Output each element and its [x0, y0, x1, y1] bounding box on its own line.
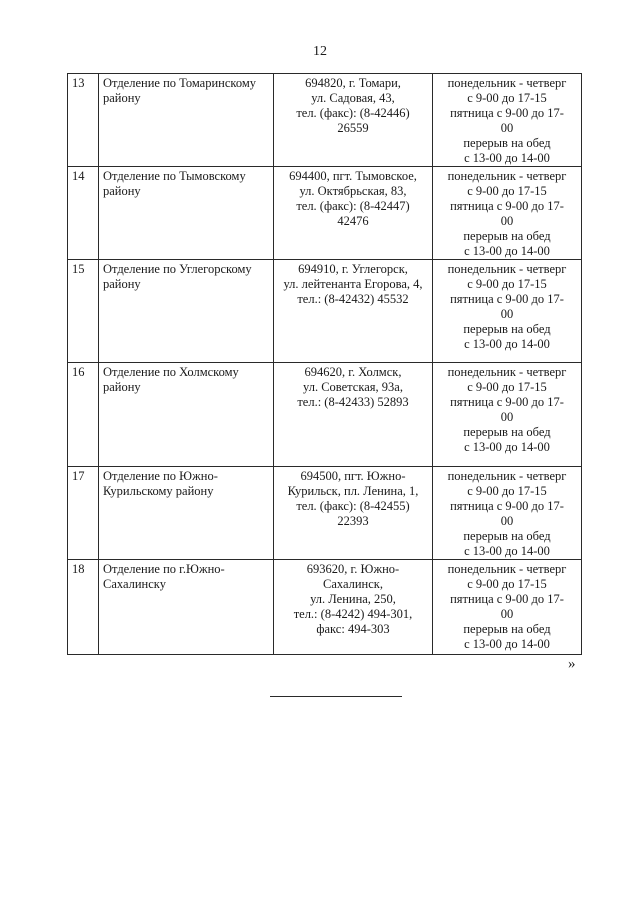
hours-line: пятница с 9-00 до 17- — [450, 499, 564, 513]
hours-line: перерыв на обед — [463, 622, 551, 636]
office-name: Отделение по Холмскому району — [99, 363, 274, 467]
address-line: тел. (факс): (8-42446) — [296, 106, 410, 120]
hours-line: с 9-00 до 17-15 — [467, 577, 547, 591]
address-line: ул. Октябрьская, 83, — [299, 184, 407, 198]
office-name: Отделение по Тымовскому району — [99, 167, 274, 260]
address-line: 26559 — [337, 121, 369, 135]
address-line: 693620, г. Южно- — [306, 562, 400, 576]
hours-line: с 13-00 до 14-00 — [464, 440, 550, 454]
hours-line: с 13-00 до 14-00 — [464, 244, 550, 258]
hours-line: 00 — [500, 514, 514, 528]
table-row — [68, 467, 582, 560]
hours-line: с 13-00 до 14-00 — [464, 337, 550, 351]
address-line: ул. Ленина, 250, — [310, 592, 396, 606]
hours-line: 00 — [500, 214, 514, 228]
hours-line: понедельник - четверг — [447, 76, 567, 90]
hours-line: перерыв на обед — [463, 529, 551, 543]
office-address — [274, 167, 433, 260]
hours-line: с 9-00 до 17-15 — [467, 184, 547, 198]
office-hours — [433, 74, 582, 167]
office-address — [274, 74, 433, 167]
address-line: 22393 — [337, 514, 369, 528]
hours-line: с 13-00 до 14-00 — [464, 151, 550, 165]
table-row — [68, 74, 582, 167]
hours-line: с 9-00 до 17-15 — [467, 277, 547, 291]
signature-line — [270, 696, 402, 697]
hours-line: 00 — [500, 121, 514, 135]
office-address — [274, 363, 433, 467]
hours-line: пятница с 9-00 до 17- — [450, 106, 564, 120]
office-name: Отделение по Томаринскому району — [99, 74, 274, 167]
address-line: тел. (факс): (8-42455) — [296, 499, 410, 513]
hours-line: 00 — [500, 410, 514, 424]
address-line: ул. Советская, 93а, — [303, 380, 403, 394]
table-row — [68, 363, 582, 467]
page-number: 12 — [313, 44, 327, 59]
address-line: 694400, пгт. Тымовское, — [289, 169, 417, 183]
hours-line: с 9-00 до 17-15 — [467, 91, 547, 105]
address-line: Сахалинск, — [323, 577, 383, 591]
hours-line: 00 — [500, 607, 514, 621]
office-address — [274, 560, 433, 655]
address-line: 694910, г. Углегорск, — [298, 262, 408, 276]
hours-line: 00 — [500, 307, 514, 321]
office-hours — [433, 260, 582, 363]
office-hours — [433, 167, 582, 260]
address-line: 694820, г. Томари, — [305, 76, 401, 90]
hours-line: перерыв на обед — [463, 425, 551, 439]
closing-quote-mark: » — [568, 656, 576, 672]
hours-line: с 13-00 до 14-00 — [464, 544, 550, 558]
hours-line: пятница с 9-00 до 17- — [450, 592, 564, 606]
address-line: тел.: (8-42432) 45532 — [297, 292, 409, 306]
address-line: ул. Садовая, 43, — [311, 91, 395, 105]
office-hours — [433, 467, 582, 560]
office-hours — [433, 560, 582, 655]
office-name: Отделение по Углегорскому району — [99, 260, 274, 363]
table-row — [68, 560, 582, 655]
office-address — [274, 467, 433, 560]
hours-line: понедельник - четверг — [447, 169, 567, 183]
hours-line: с 13-00 до 14-00 — [464, 637, 550, 651]
address-line: 694500, пгт. Южно- — [300, 469, 406, 483]
hours-line: пятница с 9-00 до 17- — [450, 292, 564, 306]
table-row — [68, 260, 582, 363]
offices-table — [67, 73, 582, 655]
office-hours — [433, 363, 582, 467]
address-line: ул. лейтенанта Егорова, 4, — [283, 277, 423, 291]
hours-line: перерыв на обед — [463, 136, 551, 150]
address-line: Курильск, пл. Ленина, 1, — [287, 484, 419, 498]
hours-line: перерыв на обед — [463, 322, 551, 336]
row-number: 13 — [68, 74, 99, 167]
hours-line: понедельник - четверг — [447, 562, 567, 576]
hours-line: понедельник - четверг — [447, 262, 567, 276]
row-number: 17 — [68, 467, 99, 560]
hours-line: понедельник - четверг — [447, 469, 567, 483]
row-number: 15 — [68, 260, 99, 363]
office-address — [274, 260, 433, 363]
row-number: 16 — [68, 363, 99, 467]
table-row — [68, 167, 582, 260]
address-line: факс: 494-303 — [316, 622, 390, 636]
address-line: 694620, г. Холмск, — [304, 365, 402, 379]
row-number: 18 — [68, 560, 99, 655]
hours-line: пятница с 9-00 до 17- — [450, 199, 564, 213]
hours-line: пятница с 9-00 до 17- — [450, 395, 564, 409]
hours-line: понедельник - четверг — [447, 365, 567, 379]
hours-line: с 9-00 до 17-15 — [467, 380, 547, 394]
office-name: Отделение по г.Южно-Сахалинску — [99, 560, 274, 655]
address-line: 42476 — [337, 214, 369, 228]
row-number: 14 — [68, 167, 99, 260]
address-line: тел.: (8-4242) 494-301, — [293, 607, 413, 621]
hours-line: с 9-00 до 17-15 — [467, 484, 547, 498]
address-line: тел.: (8-42433) 52893 — [297, 395, 409, 409]
hours-line: перерыв на обед — [463, 229, 551, 243]
address-line: тел. (факс): (8-42447) — [296, 199, 410, 213]
office-name: Отделение по Южно-Курильскому району — [99, 467, 274, 560]
